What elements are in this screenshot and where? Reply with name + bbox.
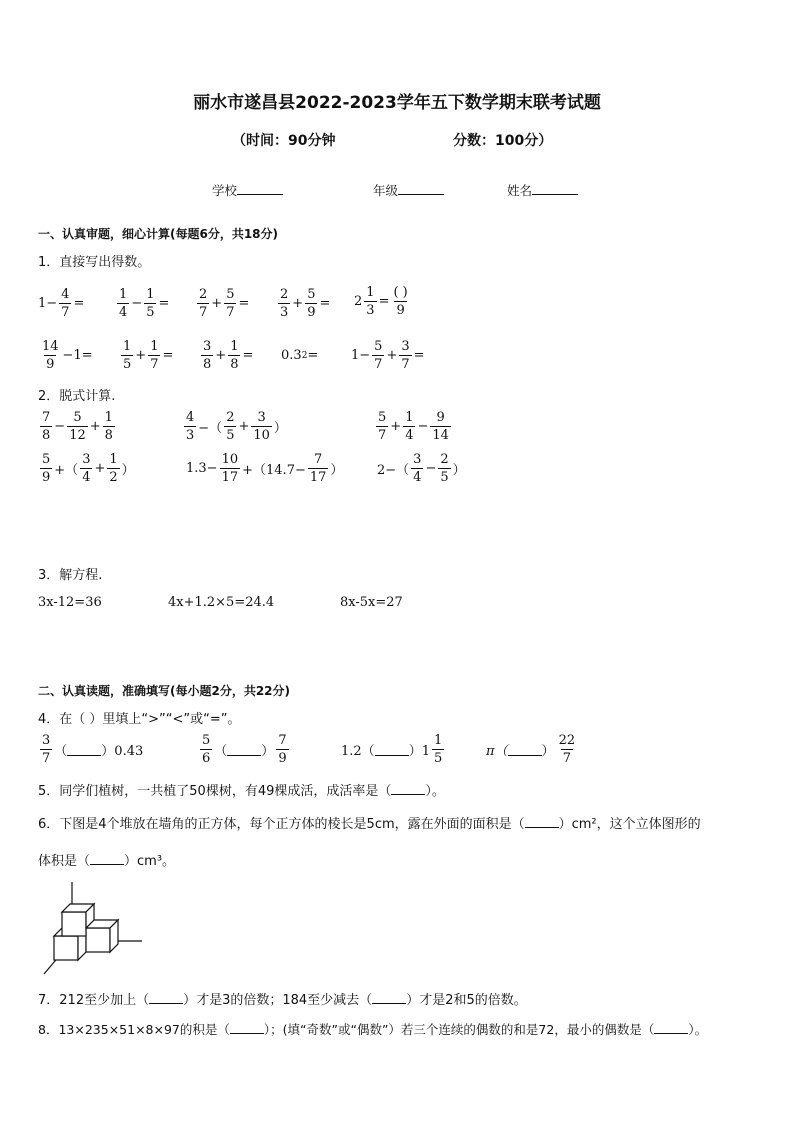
q2-r1-a: 7 8 − $\frac{5}{12}$ + $\frac{1}{8}$: [42, 410, 113, 443]
school-field[interactable]: 学校: [212, 181, 283, 199]
section-1-heading: 一、认真审题，细心计算(每题6分，共18分): [38, 227, 279, 241]
question-2: 2．脱式计算.: [38, 389, 116, 404]
q1-r2-d: 0.3 2 =: [281, 348, 319, 363]
q4-item-b[interactable]: 5 6 （ ） 7 9: [202, 733, 287, 766]
question-7[interactable]: 7．212至少加上（ ）才是3的倍数；184至少减去（ ）才是2和5的倍数。: [38, 993, 527, 1008]
question-1: 1．直接写出得数。: [38, 255, 151, 270]
question-5[interactable]: 5．同学们植树，一共植了50棵树，有49棵成活，成活率是（ ）。: [38, 784, 445, 799]
page-title: 丽水市遂昌县2022-2023学年五下数学期末联考试题: [193, 93, 601, 113]
score-info: 分数：100分）: [453, 133, 553, 149]
q2-r2-b: 1.3− $\frac{10}{17}$ +（14.7− $\frac{7}{17}$ ）: [186, 452, 344, 485]
q1-r1-a: 1− $\frac{4}{7}$ =: [38, 287, 85, 320]
stacked-cubes-figure: [38, 878, 148, 978]
q2-r2-c: 2−（ 3 4 − $\frac{2}{5}$ ）: [377, 452, 466, 485]
q2-r1-c: 5 7 + $\frac{1}{4}$ − $\frac{9}{14}$: [378, 410, 449, 443]
q4-item-d[interactable]: π（ ） 22 7: [486, 733, 576, 766]
q1-r2-b: 1 5 + $\frac{1}{7}$ =: [123, 339, 174, 372]
q1-r1-b: 1 4 − $\frac{1}{5}$ =: [119, 287, 170, 320]
question-6-line-2[interactable]: 体积是（ ）cm³。: [38, 854, 176, 869]
q1-r2-a: 14 9 −1=: [42, 339, 93, 372]
q2-r2-a: 5 9 +（ 3 4 + $\frac{1}{2}$ ）: [42, 452, 135, 485]
grade-field[interactable]: 年级: [373, 181, 444, 199]
q3-eq-3: 8x-5x=27: [340, 595, 403, 610]
q4-item-c[interactable]: 1.2（ ）1 1 5: [341, 733, 443, 766]
time-info: （时间：90分钟: [232, 133, 336, 149]
q3-eq-1: 3x-12=36: [38, 595, 102, 610]
question-3: 3．解方程.: [38, 568, 103, 583]
q1-r2-c: 3 8 + $\frac{1}{8}$ =: [203, 339, 254, 372]
q2-r1-b: 4 3 −（ 2 5 + $\frac{3}{10}$ ）: [186, 410, 287, 443]
q1-r1-e[interactable]: 2 $\frac{1}{3}$ = ( ) 9: [354, 285, 408, 318]
q4-item-a[interactable]: 3 7 （ ）0.43: [42, 733, 144, 766]
question-8[interactable]: 8．13×235×51×8×97的积是（ ）；(填“奇数”或“偶数”）若三个连续的偶数的和是72，最小的偶数是（ ）。: [38, 1022, 708, 1037]
q1-r1-d: 2 3 + $\frac{5}{9}$ =: [280, 287, 331, 320]
section-2-heading: 二、认真读题，准确填写(每小题2分，共22分): [38, 684, 291, 698]
question-4: 4．在（ ）里填上“>”“<”或“=”。: [38, 712, 241, 727]
q3-eq-2: 4x+1.2×5=24.4: [168, 595, 275, 610]
q1-r2-e: 1− $\frac{5}{7}$ + $\frac{3}{7}$ =: [351, 339, 425, 372]
name-field[interactable]: 姓名: [507, 181, 578, 199]
q1-r1-c: 2 7 + $\frac{5}{7}$ =: [199, 287, 250, 320]
question-6-line-1[interactable]: 6．下图是4个堆放在墙角的正方体，每个正方体的棱长是5cm，露在外面的面积是（ ）cm²，这个立体图形的: [38, 817, 701, 832]
